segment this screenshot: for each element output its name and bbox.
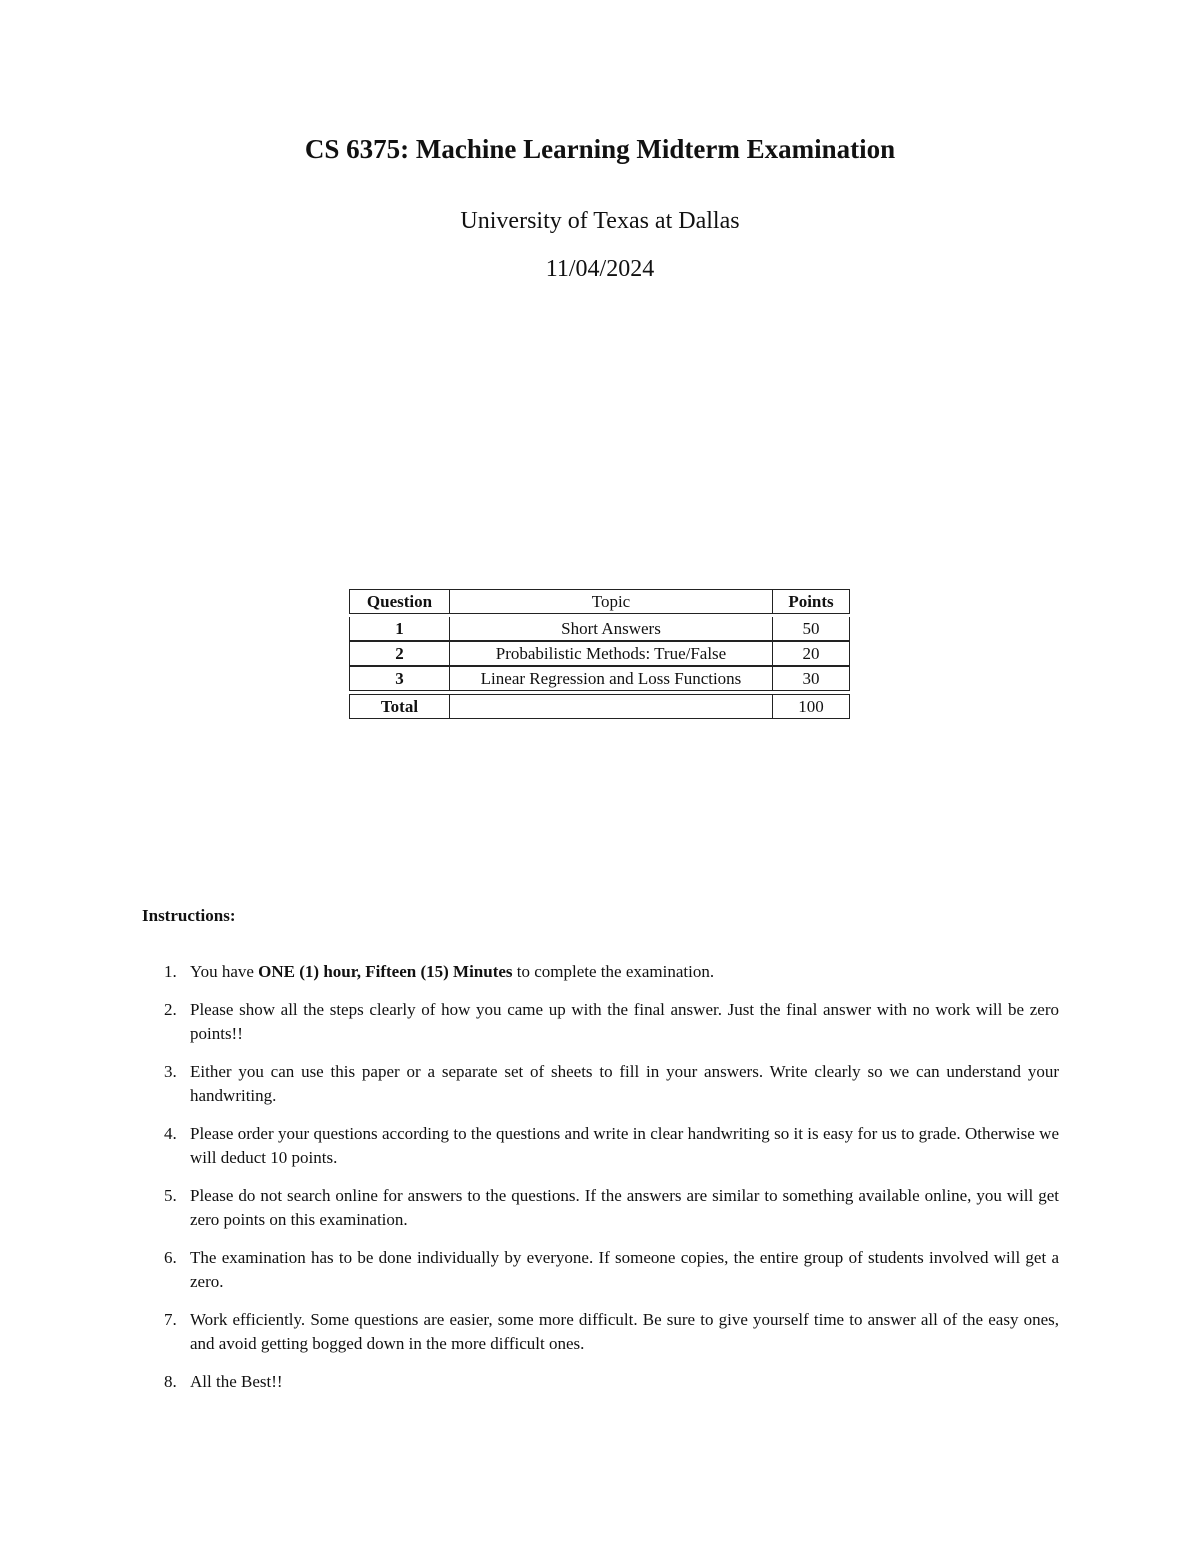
- instructions-heading: Instructions:: [142, 906, 236, 925]
- item-text-bold: ONE (1) hour, Fifteen (15) Minutes: [258, 962, 513, 981]
- question-topic: Probabilistic Methods: True/False: [450, 641, 773, 666]
- table-total-row: [349, 694, 850, 719]
- item-number: 4.: [164, 1124, 177, 1143]
- item-text: Please show all the steps clearly of how you came up with the final answer. Just the final answer with no work will be zero points!!: [190, 1000, 1059, 1043]
- item-text: Please order your questions according to the questions and write in clear handwriting so it is easy for us to grade. Otherwise we will deduct 10 points.: [190, 1124, 1059, 1167]
- item-text: Work efficiently. Some questions are easier, some more difficult. Be sure to give yourself time to answer all of the easy ones, and avoid getting bogged down in the more difficult ones.: [190, 1310, 1059, 1353]
- exam-title: CS 6375: Machine Learning Midterm Examination: [304, 134, 896, 164]
- item-number: 7.: [164, 1310, 177, 1329]
- list-item: [142, 1184, 1059, 1232]
- item-text: All the Best!!: [190, 1372, 283, 1391]
- item-text-post: to complete the examination.: [512, 962, 715, 981]
- question-number: 1: [349, 617, 450, 641]
- list-item: [142, 998, 1059, 1046]
- table-header-row: [349, 589, 850, 614]
- points-table: [349, 589, 850, 719]
- item-number: 2.: [164, 1000, 177, 1019]
- institution-name: University of Texas at Dallas: [460, 208, 740, 234]
- item-text-pre: You have: [190, 962, 259, 981]
- item-text: Please do not search online for answers to the questions. If the answers are similar to something available online, you will get zero points on this examination.: [190, 1186, 1059, 1229]
- table-row: [349, 666, 850, 691]
- question-number: 3: [349, 666, 450, 691]
- item-number: 8.: [164, 1372, 177, 1391]
- item-number: 6.: [164, 1248, 177, 1267]
- question-topic: Linear Regression and Loss Functions: [450, 666, 773, 691]
- item-text: Either you can use this paper or a separate set of sheets to fill in your answers. Write clearly so we can understand your handwriting.: [190, 1062, 1059, 1105]
- total-label: Total: [349, 694, 450, 719]
- table-row: [349, 617, 850, 641]
- list-item: [142, 1060, 1059, 1108]
- question-points: 50: [773, 617, 850, 641]
- total-topic: [450, 694, 773, 719]
- item-number: 3.: [164, 1062, 177, 1081]
- list-item: [142, 1370, 1059, 1394]
- question-points: 30: [773, 666, 850, 691]
- header-points: Points: [773, 589, 850, 614]
- list-item: [142, 1308, 1059, 1356]
- question-points: 20: [773, 641, 850, 666]
- header-topic: Topic: [450, 589, 773, 614]
- list-item: [142, 960, 1059, 984]
- question-number: 2: [349, 641, 450, 666]
- list-item: [142, 1246, 1059, 1294]
- exam-date: 11/04/2024: [545, 256, 655, 282]
- total-points: 100: [773, 694, 850, 719]
- instructions-list: [142, 960, 1059, 1408]
- question-topic: Short Answers: [450, 617, 773, 641]
- table-row: [349, 641, 850, 666]
- header-question: Question: [349, 589, 450, 614]
- item-text: The examination has to be done individually by everyone. If someone copies, the entire group of students involved will get a zero.: [190, 1248, 1059, 1291]
- list-item: [142, 1122, 1059, 1170]
- item-number: 1.: [164, 962, 177, 981]
- item-number: 5.: [164, 1186, 177, 1205]
